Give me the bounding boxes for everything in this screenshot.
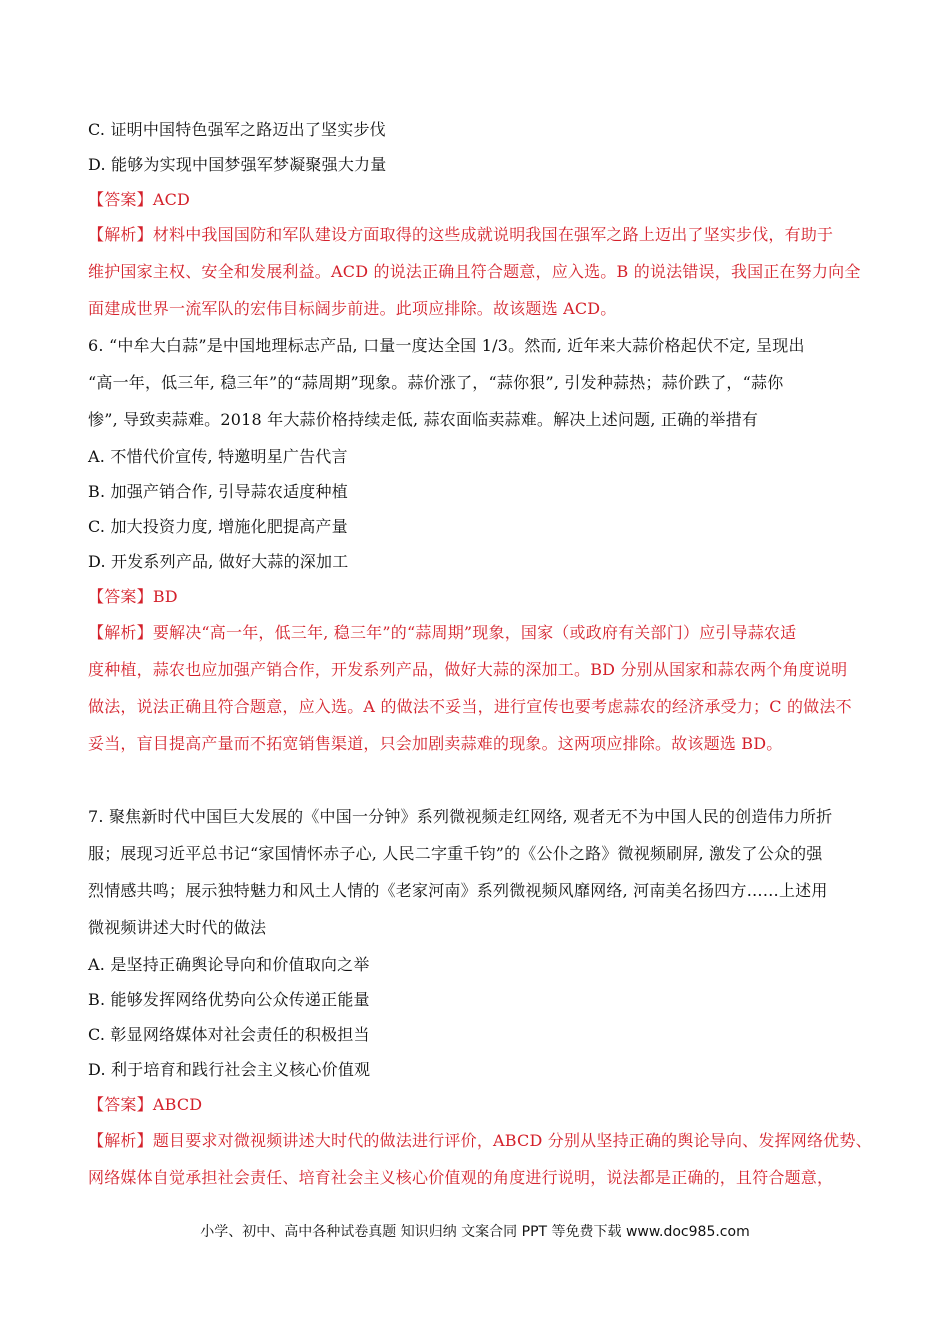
analysis-line: 妥当，盲目提高产量而不拓宽销售渠道，只会加剧卖蒜难的现象。这两项应排除。故该题选 BD。 [88, 734, 783, 753]
answer-value: ABCD [152, 1095, 203, 1114]
analysis-text: 要解决“高一年，低三年, 稳三年”的“蒜周期”现象，国家（或政府有关部门）应引导蒜农适 [152, 623, 797, 642]
answer-tag: 【答案】 [88, 190, 153, 209]
option-d: D. 开发系列产品, 做好大蒜的深加工 [88, 552, 349, 571]
answer-value: ACD [152, 190, 191, 209]
option-c: C. 证明中国特色强军之路迈出了坚实步伐 [88, 120, 386, 139]
answer-line [88, 187, 190, 210]
option-a: A. 不惜代价宣传, 特邀明星广告代言 [88, 447, 348, 466]
question-stem: 惨”, 导致卖蒜难。2018 年大蒜价格持续走低, 蒜农面临卖蒜难。解决上述问题, 正确的举措有 [88, 410, 759, 429]
analysis-line: 做法，说法正确且符合题意，应入选。A 的做法不妥当，进行宣传也要考虑蒜农的经济承受力；C 的做法不 [88, 697, 852, 716]
analysis-text: 材料中我国国防和军队建设方面取得的这些成就说明我国在强军之路上迈出了坚实步伐，有助于 [152, 225, 834, 244]
analysis-tag: 【解析】 [88, 1131, 153, 1150]
analysis-tag: 【解析】 [88, 623, 153, 642]
answer-line [88, 1092, 202, 1115]
option-c: C. 加大投资力度, 增施化肥提高产量 [88, 517, 348, 536]
question-stem: 7. 聚焦新时代中国巨大发展的《中国一分钟》系列微视频走红网络, 观者无不为中国人民的创造伟力所折 [88, 807, 833, 826]
analysis-line [88, 1128, 872, 1151]
question-stem: 6. “中牟大白蒜”是中国地理标志产品, 口量一度达全国 1/3。然而, 近年来大蒜价格起伏不定, 呈现出 [88, 336, 805, 355]
answer-tag: 【答案】 [88, 587, 153, 606]
question-stem: “高一年，低三年, 稳三年”的“蒜周期”现象。蒜价涨了，“蒜你狠”, 引发种蒜热；蒜价跌了，“蒜你 [88, 373, 784, 392]
option-b: B. 能够发挥网络优势向公众传递正能量 [88, 990, 370, 1009]
answer-tag: 【答案】 [88, 1095, 153, 1114]
question-stem: 微视频讲述大时代的做法 [88, 918, 267, 937]
option-d: D. 能够为实现中国梦强军梦凝聚强大力量 [88, 155, 387, 174]
analysis-line [88, 222, 833, 245]
question-stem: 烈情感共鸣；展示独特魅力和风土人情的《老家河南》系列微视频风靡网络, 河南美名扬四方……上述用 [88, 881, 828, 900]
analysis-line: 度种植，蒜农也应加强产销合作，开发系列产品，做好大蒜的深加工。BD 分别从国家和蒜农两个角度说明 [88, 660, 848, 679]
analysis-line: 网络媒体自觉承担社会责任、培育社会主义核心价值观的角度进行说明，说法都是正确的，且符合题意， [88, 1168, 834, 1187]
option-c: C. 彰显网络媒体对社会责任的积极担当 [88, 1025, 370, 1044]
analysis-tag: 【解析】 [88, 225, 153, 244]
option-b: B. 加强产销合作, 引导蒜农适度种植 [88, 482, 348, 501]
option-a: A. 是坚持正确舆论导向和价值取向之举 [88, 955, 370, 974]
analysis-text: 题目要求对微视频讲述大时代的做法进行评价，ABCD 分别从坚持正确的舆论导向、发挥网络优势、 [152, 1131, 872, 1150]
analysis-line: 维护国家主权、安全和发展利益。ACD 的说法正确且符合题意，应入选。B 的说法错误，我国正在努力向全 [88, 262, 861, 281]
answer-line [88, 584, 178, 607]
option-d: D. 利于培育和践行社会主义核心价值观 [88, 1060, 371, 1079]
analysis-line [88, 620, 796, 643]
answer-value: BD [152, 587, 178, 606]
page-footer: 小学、初中、高中各种试卷真题 知识归纳 文案合同 PPT 等免费下载 www.doc985.com [200, 1224, 750, 1240]
question-stem: 服；展现习近平总书记“家国情怀赤子心, 人民二字重千钧”的《公仆之路》微视频刷屏, 激发了公众的强 [88, 844, 823, 863]
analysis-line: 面建成世界一流军队的宏伟目标阔步前进。此项应排除。故该题选 ACD。 [88, 299, 617, 318]
